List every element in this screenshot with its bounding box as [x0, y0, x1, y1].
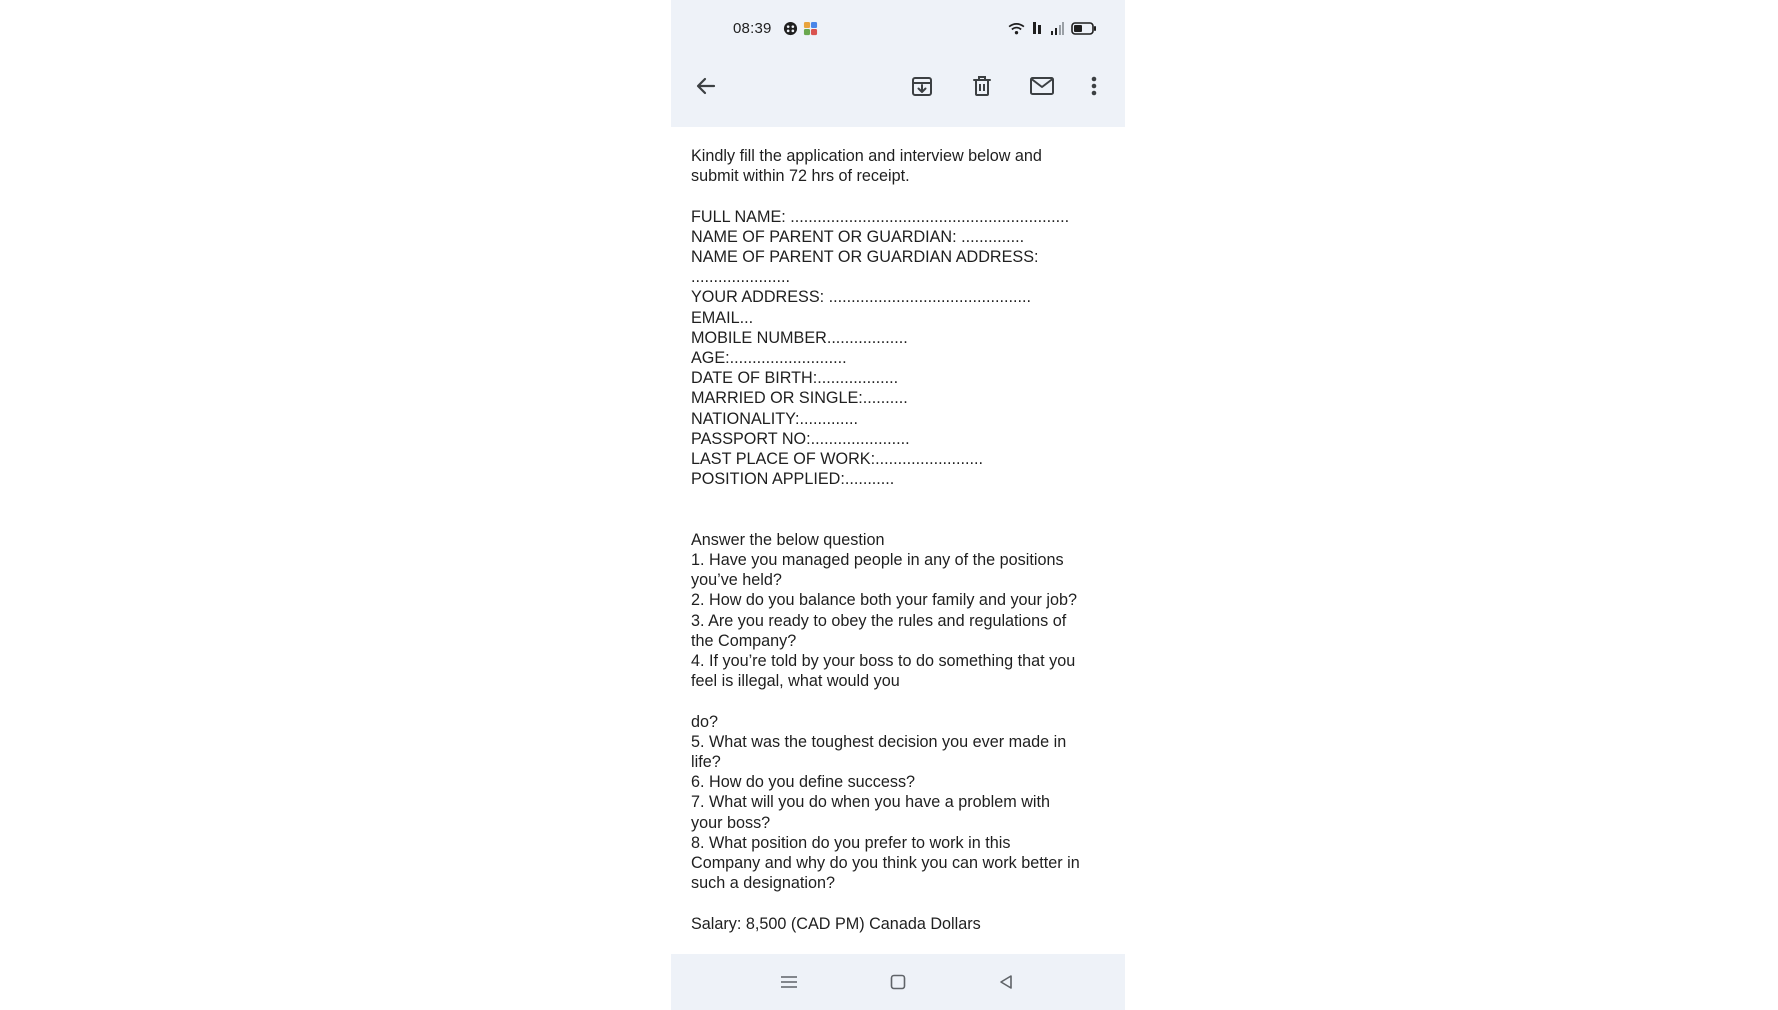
questions-part-2 — [691, 712, 1111, 894]
data-connection-icon — [1032, 21, 1043, 35]
wifi-icon — [1008, 22, 1025, 35]
questions-heading: Answer the below question — [691, 530, 885, 549]
question-line: feel is illegal, what would you — [691, 672, 900, 691]
status-time: 08:39 — [733, 20, 772, 37]
question-line: 5. What was the toughest decision you ever made in — [691, 732, 1067, 751]
archive-icon — [910, 74, 934, 98]
question-line: 6. How do you define success? — [691, 773, 916, 792]
recent-apps-button[interactable] — [777, 970, 801, 994]
intro-line: submit within 72 hrs of receipt. — [691, 167, 910, 186]
form-field-mobile: MOBILE NUMBER.................. — [691, 328, 908, 347]
mark-unread-mail-icon — [1029, 74, 1055, 98]
top-app-bar — [671, 0, 1125, 127]
menu-lines-icon — [780, 975, 798, 989]
more-options-button[interactable] — [1078, 70, 1110, 102]
back-button[interactable] — [690, 70, 722, 102]
form-field-dob: DATE OF BIRTH:.................. — [691, 369, 899, 388]
salary-text: Salary: 8,500 (CAD PM) Canada Dollars — [691, 914, 981, 933]
question-line: such a designation? — [691, 874, 835, 893]
questions-part-1 — [691, 550, 1111, 691]
signal-strength-icon — [1050, 22, 1064, 35]
phone-screen — [671, 0, 1125, 1000]
question-line: life? — [691, 753, 721, 772]
question-line: 7. What will you do when you have a problem with — [691, 793, 1051, 812]
system-back-button[interactable] — [994, 970, 1018, 994]
form-field-parent-address-blank: ...................... — [691, 268, 790, 287]
email-body — [691, 146, 1111, 934]
battery-icon — [1071, 22, 1097, 35]
form-field-your-address: YOUR ADDRESS: ............................................. — [691, 288, 1032, 307]
intro-line: Kindly fill the application and interview below and — [691, 147, 1042, 165]
form-field-email: EMAIL... — [691, 308, 754, 327]
question-line: 2. How do you balance both your family and your job? — [691, 591, 1078, 610]
colorful-grid-app-icon — [803, 21, 818, 36]
more-vert-icon — [1090, 74, 1098, 98]
form-field-nationality: NATIONALITY:............. — [691, 409, 859, 428]
question-line: 8. What position do you prefer to work in this — [691, 833, 1011, 852]
form-field-full-name: FULL NAME: .............................................................. — [691, 207, 1070, 226]
form-field-passport: PASSPORT NO:...................... — [691, 429, 910, 448]
arrow-left-icon — [694, 74, 718, 98]
form-fields — [691, 207, 1111, 490]
status-left-icons — [783, 21, 818, 36]
question-line: the Company? — [691, 631, 797, 650]
question-line: 1. Have you managed people in any of the positions — [691, 551, 1064, 570]
form-field-parent-address: NAME OF PARENT OR GUARDIAN ADDRESS: — [691, 248, 1039, 266]
delete-icon — [970, 74, 994, 98]
form-field-parent-name: NAME OF PARENT OR GUARDIAN: .............. — [691, 227, 1025, 246]
delete-button[interactable] — [966, 70, 998, 102]
form-field-age: AGE:.......................... — [691, 349, 847, 368]
question-line: your boss? — [691, 813, 771, 832]
status-right-icons — [1008, 21, 1097, 35]
smile-face-icon — [783, 21, 798, 36]
archive-button[interactable] — [906, 70, 938, 102]
mark-unread-button[interactable] — [1026, 70, 1058, 102]
form-field-last-work: LAST PLACE OF WORK:........................ — [691, 450, 984, 469]
home-square-icon — [890, 974, 906, 990]
question-line: 4. If you’re told by your boss to do something that you — [691, 652, 1076, 671]
intro-block — [691, 146, 1111, 186]
system-nav-bar — [671, 954, 1125, 1010]
back-triangle-icon — [998, 974, 1014, 990]
question-line: you’ve held? — [691, 571, 782, 590]
question-line: 3. Are you ready to obey the rules and regulations of — [691, 611, 1067, 630]
question-line: Company and why do you think you can work better in — [691, 854, 1080, 873]
question-line: do? — [691, 712, 719, 731]
form-field-marital: MARRIED OR SINGLE:.......... — [691, 389, 908, 408]
home-button[interactable] — [886, 970, 910, 994]
form-field-position: POSITION APPLIED:........... — [691, 470, 895, 489]
